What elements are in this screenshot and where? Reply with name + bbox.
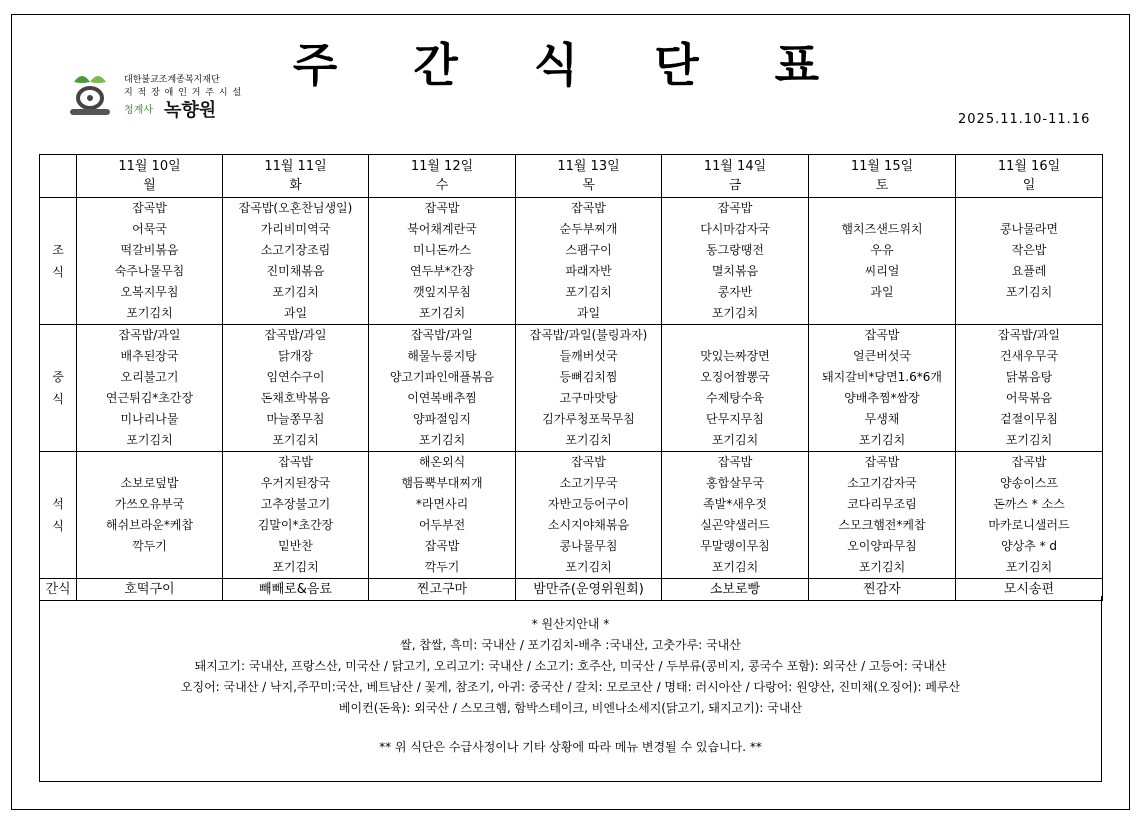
menu-item: 잡곡밥 — [864, 455, 900, 469]
menu-item: 해물누룽지탕 — [407, 349, 477, 363]
origin-line: 베이컨(돈육): 외국산 / 스모크햄, 함박스테이크, 비엔나소세지(닭고기, 돼지고기): 국내산 — [338, 701, 803, 715]
menu-item: 포기김치 — [1005, 433, 1053, 447]
menu-item: 과일 — [870, 285, 894, 299]
menu-item: 잡곡밥/과일 — [118, 328, 181, 342]
dinner-row — [40, 452, 1103, 579]
dinner-cell — [77, 452, 223, 579]
origin-title: * 원산지안내 * — [531, 617, 610, 631]
breakfast-cell — [516, 198, 662, 325]
menu-item: 숙주나물무침 — [114, 264, 185, 278]
day-header — [956, 155, 1103, 198]
menu-item: 이연복배추찜 — [407, 391, 477, 405]
lunch-label-char: 중 — [52, 370, 64, 384]
menu-item: 가리비미역국 — [260, 222, 331, 236]
breakfast-cell — [77, 198, 223, 325]
day-date: 11월 12일 — [410, 159, 474, 174]
menu-item: 우유 — [870, 243, 894, 257]
day-weekday: 화 — [289, 178, 302, 193]
menu-item: 배추된장국 — [120, 349, 179, 363]
menu-item: 잡곡밥/과일(불링과자) — [529, 328, 648, 342]
snack-cell: 빼빼로&음료 — [223, 579, 369, 601]
menu-item: 어두부전 — [418, 518, 466, 532]
menu-item: 스모크햄전*케찹 — [838, 518, 926, 532]
menu-item: 돈채호박볶음 — [260, 391, 331, 405]
origin-notice — [39, 596, 1102, 782]
breakfast-cell — [956, 198, 1103, 325]
menu-item: 포기김치 — [272, 433, 319, 447]
dinner-cell — [369, 452, 516, 579]
menu-item: 잡곡밥 — [717, 201, 753, 215]
lotus-logo-icon — [68, 68, 112, 118]
day-date: 11월 14일 — [703, 159, 767, 174]
dinner-cell — [662, 452, 809, 579]
snack-cell: 모시송편 — [956, 579, 1103, 601]
menu-item — [809, 303, 955, 324]
logo — [68, 68, 268, 124]
menu-item: 등뼈김치찜 — [559, 370, 618, 384]
menu-item: 고추장불고기 — [260, 497, 331, 511]
dinner-cell — [809, 452, 956, 579]
menu-item: 잡곡밥/과일 — [264, 328, 327, 342]
menu-item: 연두부*간장 — [410, 264, 474, 278]
breakfast-label-char: 조 — [52, 243, 64, 257]
menu-item: 자반고등어구이 — [547, 497, 630, 511]
menu-item: 양파절임지 — [413, 412, 471, 426]
menu-item: 무생채 — [864, 412, 900, 426]
menu-item: 고구마맛탕 — [559, 391, 618, 405]
menu-item: 포기김치 — [711, 560, 759, 574]
menu-table — [39, 154, 1103, 601]
menu-item: 족발*새우젓 — [703, 497, 767, 511]
menu-item: 건새우무국 — [1000, 349, 1058, 363]
day-weekday: 수 — [435, 178, 449, 193]
menu-item: 깍두기 — [132, 539, 167, 553]
menu-item: 콩나물라면 — [1000, 222, 1058, 236]
origin-line: 돼지고기: 국내산, 프랑스산, 미국산 / 닭고기, 오리고기: 국내산 / 소고기: 호주산, 미국산 / 두부류(콩비지, 콩국수 포함): 외국산 / 고등어: 국내산 — [194, 659, 947, 673]
menu-item: 잡곡밥 — [571, 455, 606, 469]
menu-item: *라면사리 — [415, 497, 469, 511]
menu-item: 들깨버섯국 — [559, 349, 618, 363]
menu-item: 햄듬뿍부대찌개 — [401, 476, 483, 490]
snack-cell: 밤만쥬(운영위원회) — [516, 579, 662, 601]
menu-item: 잡곡밥 — [132, 201, 167, 215]
day-header — [223, 155, 369, 198]
day-date: 11월 10일 — [118, 159, 181, 174]
menu-item: 포기김치 — [711, 433, 759, 447]
menu-item: 김말이*초간장 — [257, 518, 334, 532]
menu-item: 소시지야채볶음 — [547, 518, 630, 532]
menu-item: 오징어짬뽕국 — [700, 370, 770, 384]
menu-item: 작은밥 — [1011, 243, 1047, 257]
breakfast-cell — [662, 198, 809, 325]
menu-item: 콩나물무침 — [559, 539, 618, 553]
dinner-label-char: 식 — [52, 519, 64, 533]
menu-item: 단무지무침 — [706, 412, 764, 426]
menu-item: 포기김치 — [711, 306, 759, 320]
day-weekday: 월 — [143, 178, 156, 193]
day-header — [77, 155, 223, 198]
menu-item: 포기김치 — [565, 560, 612, 574]
lunch-row — [40, 325, 1103, 452]
breakfast-cell — [809, 198, 956, 325]
lunch-label — [40, 325, 77, 452]
menu-item: 미나리나물 — [120, 412, 179, 426]
menu-item: 잡곡밥 — [864, 328, 900, 342]
dinner-label-char: 석 — [52, 497, 64, 511]
breakfast-cell — [223, 198, 369, 325]
menu-item: 파래자반 — [565, 264, 612, 278]
menu-item: 얼큰버섯국 — [853, 349, 911, 363]
menu-item: 맛있는짜장면 — [700, 349, 770, 363]
breakfast-label — [40, 198, 77, 325]
menu-item: 오복지무침 — [120, 285, 179, 299]
menu-item: 스팸구이 — [565, 243, 612, 257]
menu-item: 우거지된장국 — [260, 476, 331, 490]
menu-item — [809, 198, 955, 219]
menu-item: 소고기장조림 — [260, 243, 331, 257]
menu-item: 포기김치 — [272, 285, 319, 299]
logo-org-line2: 지 적 장 애 인 거 주 시 설 — [124, 88, 243, 98]
menu-item: 닭개장 — [278, 349, 313, 363]
menu-item: 양상추 * d — [1000, 539, 1058, 553]
day-weekday: 금 — [728, 178, 742, 193]
origin-line: 쌀, 찹쌀, 흑미: 국내산 / 포기김치-배추 :국내산, 고춧가루: 국내산 — [400, 638, 741, 652]
menu-item: 양배추찜*쌈장 — [844, 391, 920, 405]
menu-item: 잡곡밥 — [278, 455, 313, 469]
menu-item: 잡곡밥 — [571, 201, 606, 215]
day-header — [662, 155, 809, 198]
menu-item: 포기김치 — [565, 285, 612, 299]
menu-item: 과일 — [576, 306, 601, 320]
menu-item: 멸치볶음 — [711, 264, 759, 278]
menu-item: 해온외식 — [418, 455, 466, 469]
menu-item: 포기김치 — [126, 433, 173, 447]
logo-name: 녹향원 — [164, 100, 217, 121]
menu-item: 잡곡밥/과일 — [410, 328, 473, 342]
day-date: 11월 13일 — [557, 159, 620, 174]
menu-item: 겉절이무침 — [1000, 412, 1058, 426]
menu-item: 마카로니샐러드 — [988, 518, 1070, 532]
snack-cell: 찐감자 — [809, 579, 956, 601]
menu-item — [662, 325, 808, 346]
lunch-cell — [809, 325, 956, 452]
menu-item: 떡갈비볶음 — [120, 243, 179, 257]
menu-item: 포기김치 — [858, 560, 906, 574]
menu-item: 실곤약샐러드 — [700, 518, 770, 532]
menu-item: 어묵볶음 — [1005, 391, 1053, 405]
menu-item: 포기김치 — [1005, 285, 1053, 299]
menu-item: 해쉬브라운*케찹 — [105, 518, 194, 532]
menu-item: 양고기파인애플볶음 — [389, 370, 495, 384]
menu-item: 요플레 — [1011, 264, 1047, 278]
menu-item: 수제탕수육 — [706, 391, 764, 405]
menu-item: 어묵국 — [132, 222, 167, 236]
menu-item: 포기김치 — [858, 433, 906, 447]
menu-item: 햄치즈샌드위치 — [841, 222, 923, 236]
menu-item: 깻잎지무침 — [413, 285, 471, 299]
page-title: 주 간 식 단 표 — [292, 38, 850, 92]
menu-item: 순두부찌개 — [559, 222, 618, 236]
menu-item: 포기김치 — [272, 560, 319, 574]
menu-item: 잡곡밥(오혼찬님생일) — [238, 201, 353, 215]
menu-item: 연근튀김*초간장 — [105, 391, 194, 405]
breakfast-label-char: 식 — [52, 265, 64, 279]
menu-item: 마늘쫑무침 — [266, 412, 325, 426]
menu-item: 소보로덮밥 — [120, 476, 179, 490]
day-weekday: 일 — [1022, 178, 1036, 193]
day-header — [809, 155, 956, 198]
menu-item: 오리불고기 — [120, 370, 179, 384]
breakfast-cell — [369, 198, 516, 325]
menu-item: 김가루청포묵무침 — [542, 412, 635, 426]
menu-item — [77, 452, 222, 473]
menu-item: 포기김치 — [126, 306, 173, 320]
day-header — [369, 155, 516, 198]
menu-item: 돈까스 * 소스 — [993, 497, 1065, 511]
corner-cell — [40, 155, 77, 198]
menu-item: 가쓰오유부국 — [114, 497, 185, 511]
menu-item: 잡곡밥 — [424, 539, 460, 553]
snack-cell: 호떡구이 — [77, 579, 223, 601]
menu-item: 잡곡밥 — [1011, 455, 1047, 469]
menu-item: 포기김치 — [1005, 560, 1053, 574]
menu-item: 밑반찬 — [278, 539, 313, 553]
dinner-label — [40, 452, 77, 579]
origin-line: 오징어: 국내산 / 낙지,주꾸미:국산, 베트남산 / 꽃게, 참조기, 아귀: 중국산 / 갈치: 모로코산 / 명태: 러시아산 / 다랑어: 원양산, 진미채(오징어): 페루산 — [180, 680, 961, 694]
day-date: 11월 15일 — [850, 159, 914, 174]
lunch-label-char: 식 — [52, 392, 64, 406]
menu-item: 북어채계란국 — [407, 222, 477, 236]
day-header — [516, 155, 662, 198]
period: 2025.11.10-11.16 — [958, 112, 1091, 127]
menu-item: 잡곡밥/과일 — [997, 328, 1060, 342]
lunch-cell — [223, 325, 369, 452]
lunch-cell — [662, 325, 809, 452]
dinner-cell — [956, 452, 1103, 579]
menu-item: 양송이스프 — [1000, 476, 1058, 490]
menu-item: 소고기감자국 — [847, 476, 917, 490]
menu-item: 과일 — [283, 306, 308, 320]
lunch-cell — [369, 325, 516, 452]
menu-item: 미니돈까스 — [413, 243, 471, 257]
menu-item: 콩자반 — [717, 285, 753, 299]
menu-item — [77, 557, 222, 578]
menu-item: 임연수구이 — [266, 370, 325, 384]
day-date: 11월 16일 — [997, 159, 1061, 174]
lunch-cell — [77, 325, 223, 452]
menu-item: 씨리얼 — [864, 264, 900, 278]
menu-item: 홍합살무국 — [706, 476, 764, 490]
day-weekday: 토 — [875, 178, 889, 193]
menu-item: 돼지갈비*당면1.6*6개 — [822, 370, 942, 384]
menu-item: 동그랑땡전 — [706, 243, 764, 257]
snack-cell: 찐고구마 — [369, 579, 516, 601]
lunch-cell — [956, 325, 1103, 452]
breakfast-row — [40, 198, 1103, 325]
menu-item: 진미채볶음 — [266, 264, 325, 278]
day-weekday: 목 — [582, 178, 595, 193]
day-date: 11월 11일 — [264, 159, 327, 174]
menu-item: 소고기무국 — [559, 476, 618, 490]
menu-item: 다시마감자국 — [700, 222, 770, 236]
dinner-cell — [516, 452, 662, 579]
dinner-cell — [223, 452, 369, 579]
menu-item: 포기김치 — [565, 433, 612, 447]
snack-label: 간식 — [40, 579, 77, 601]
menu-item: 오이양파무침 — [847, 539, 917, 553]
menu-item: 잡곡밥 — [424, 201, 460, 215]
logo-sub: 청계사 — [124, 105, 153, 116]
menu-item — [956, 303, 1102, 324]
menu-item: 잡곡밥 — [717, 455, 753, 469]
change-notice: ** 위 식단은 수급사정이나 기타 상황에 따라 메뉴 변경될 수 있습니다. ** — [379, 740, 762, 754]
menu-item: 무말랭이무침 — [700, 539, 770, 553]
menu-item: 닭볶음탕 — [1005, 370, 1053, 384]
menu-item — [956, 198, 1102, 219]
menu-item: 포기김치 — [418, 306, 466, 320]
menu-item: 포기김치 — [418, 433, 466, 447]
snack-cell: 소보로빵 — [662, 579, 809, 601]
logo-org-line1: 대한불교조계종복지재단 — [124, 75, 220, 85]
lunch-cell — [516, 325, 662, 452]
header-row — [40, 155, 1103, 198]
menu-item: 깍두기 — [424, 560, 460, 574]
menu-item: 코다리무조림 — [847, 497, 917, 511]
